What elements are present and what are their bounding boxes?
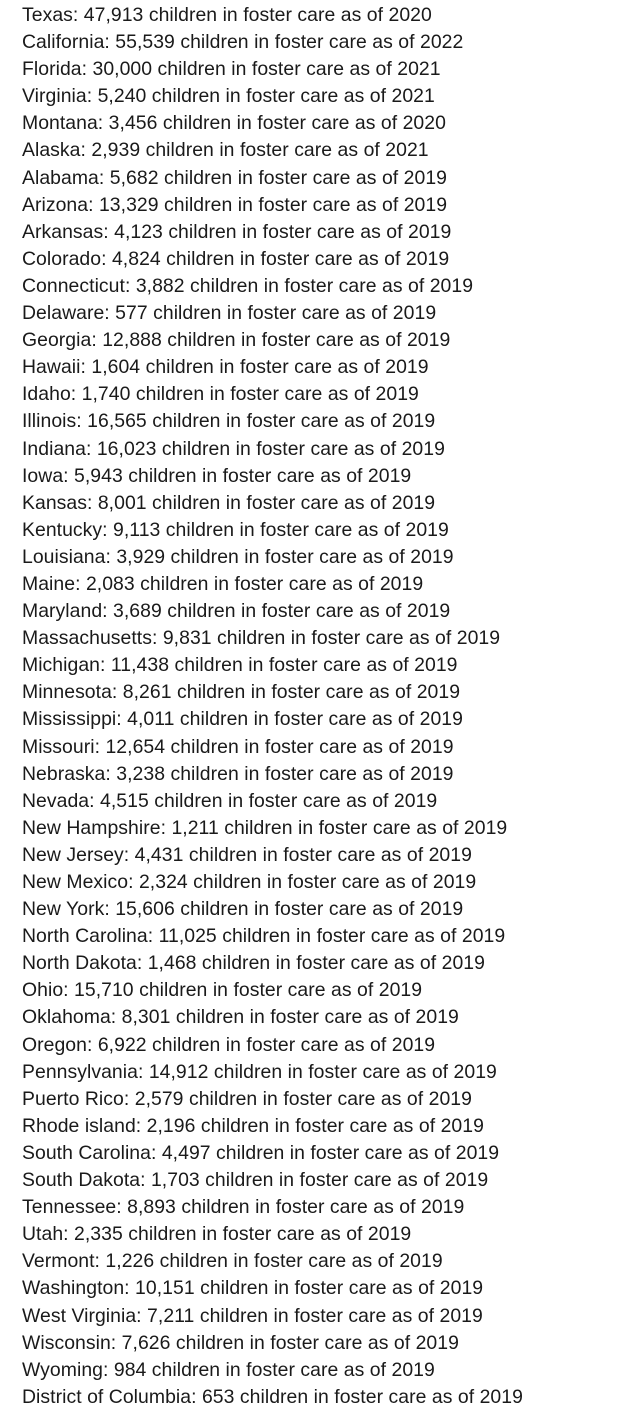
list-item: Oklahoma: 8,301 children in foster care as of 2019 bbox=[22, 1006, 459, 1029]
list-item: Rhode island: 2,196 children in foster care as of 2019 bbox=[22, 1114, 484, 1137]
list-item: Arkansas: 4,123 children in foster care as of 2019 bbox=[22, 220, 452, 243]
list-item: Missouri: 12,654 children in foster care as of 2019 bbox=[22, 735, 454, 758]
list-item: Arizona: 13,329 children in foster care as of 2019 bbox=[22, 193, 448, 216]
list-item: Michigan: 11,438 children in foster care as of 2019 bbox=[22, 654, 458, 677]
list-item: Nebraska: 3,238 children in foster care as of 2019 bbox=[22, 762, 454, 785]
list-item: South Carolina: 4,497 children in foster care as of 2019 bbox=[22, 1141, 500, 1164]
list-item: West Virginia: 7,211 children in foster care as of 2019 bbox=[22, 1304, 483, 1327]
list-item: Alaska: 2,939 children in foster care as of 2021 bbox=[22, 139, 429, 162]
list-item: New Mexico: 2,324 children in foster care as of 2019 bbox=[22, 871, 477, 893]
list-item: Washington: 10,151 children in foster care as of 2019 bbox=[22, 1277, 484, 1300]
list-item: Colorado: 4,824 children in foster care as of 2019 bbox=[22, 247, 450, 270]
list-item: Puerto Rico: 2,579 children in foster care as of 2019 bbox=[22, 1087, 472, 1110]
list-item: Massachusetts: 9,831 children in foster care as of 2019 bbox=[22, 627, 501, 650]
list-item: Wyoming: 984 children in foster care as of 2019 bbox=[22, 1358, 435, 1381]
list-item: Pennsylvania: 14,912 children in foster care as of 2019 bbox=[22, 1060, 497, 1083]
list-item: Nevada: 4,515 children in foster care as of 2019 bbox=[22, 789, 438, 812]
list-item: Alabama: 5,682 children in foster care as of 2019 bbox=[22, 166, 447, 189]
list-item: Louisiana: 3,929 children in foster care as of 2019 bbox=[22, 545, 454, 568]
list-item: North Dakota: 1,468 children in foster care as of 2019 bbox=[22, 952, 485, 975]
list-item: District of Columbia: 653 children in foster care as of 2019 bbox=[22, 1385, 523, 1408]
list-item: Idaho: 1,740 children in foster care as of 2019 bbox=[22, 383, 419, 406]
list-item: Texas: 47,913 children in foster care as of 2020 bbox=[22, 4, 432, 26]
list-item: Mississippi: 4,011 children in foster care as of 2019 bbox=[22, 708, 463, 731]
list-item: Kansas: 8,001 children in foster care as of 2019 bbox=[22, 491, 436, 514]
list-item: Florida: 30,000 children in foster care as of 2021 bbox=[22, 58, 441, 81]
list-item: Utah: 2,335 children in foster care as of 2019 bbox=[22, 1223, 412, 1246]
list-item: Montana: 3,456 children in foster care as of 2020 bbox=[22, 112, 446, 135]
list-item: California: 55,539 children in foster care as of 2022 bbox=[22, 31, 464, 54]
list-item: Oregon: 6,922 children in foster care as of 2019 bbox=[22, 1033, 436, 1056]
list-item: Virginia: 5,240 children in foster care as of 2021 bbox=[22, 85, 435, 108]
list-item: Kentucky: 9,113 children in foster care as of 2019 bbox=[22, 518, 449, 541]
list-item: Wisconsin: 7,626 children in foster care as of 2019 bbox=[22, 1331, 459, 1354]
list-item: Hawaii: 1,604 children in foster care as of 2019 bbox=[22, 356, 429, 379]
list-item: Ohio: 15,710 children in foster care as of 2019 bbox=[22, 979, 423, 1002]
list-item: New Hampshire: 1,211 children in foster care as of 2019 bbox=[22, 816, 508, 839]
list-item: Georgia: 12,888 children in foster care as of 2019 bbox=[22, 329, 451, 352]
list-item: South Dakota: 1,703 children in foster care as of 2019 bbox=[22, 1169, 489, 1192]
list-item: Tennessee: 8,893 children in foster care as of 2019 bbox=[22, 1196, 465, 1219]
list-item: Iowa: 5,943 children in foster care as of 2019 bbox=[22, 464, 412, 487]
list-item: North Carolina: 11,025 children in foster care as of 2019 bbox=[22, 925, 506, 948]
list-item: Indiana: 16,023 children in foster care as of 2019 bbox=[22, 437, 445, 460]
list-item: New Jersey: 4,431 children in foster care as of 2019 bbox=[22, 843, 472, 866]
list-item: Minnesota: 8,261 children in foster care as of 2019 bbox=[22, 681, 461, 704]
list-item: Illinois: 16,565 children in foster care as of 2019 bbox=[22, 410, 436, 433]
list-item: Connecticut: 3,882 children in foster care as of 2019 bbox=[22, 274, 474, 297]
list-item: Vermont: 1,226 children in foster care as of 2019 bbox=[22, 1250, 443, 1273]
list-item: New York: 15,606 children in foster care as of 2019 bbox=[22, 898, 464, 921]
list-item: Delaware: 577 children in foster care as of 2019 bbox=[22, 302, 437, 325]
list-item: Maryland: 3,689 children in foster care as of 2019 bbox=[22, 600, 451, 623]
list-item: Maine: 2,083 children in foster care as of 2019 bbox=[22, 572, 424, 595]
